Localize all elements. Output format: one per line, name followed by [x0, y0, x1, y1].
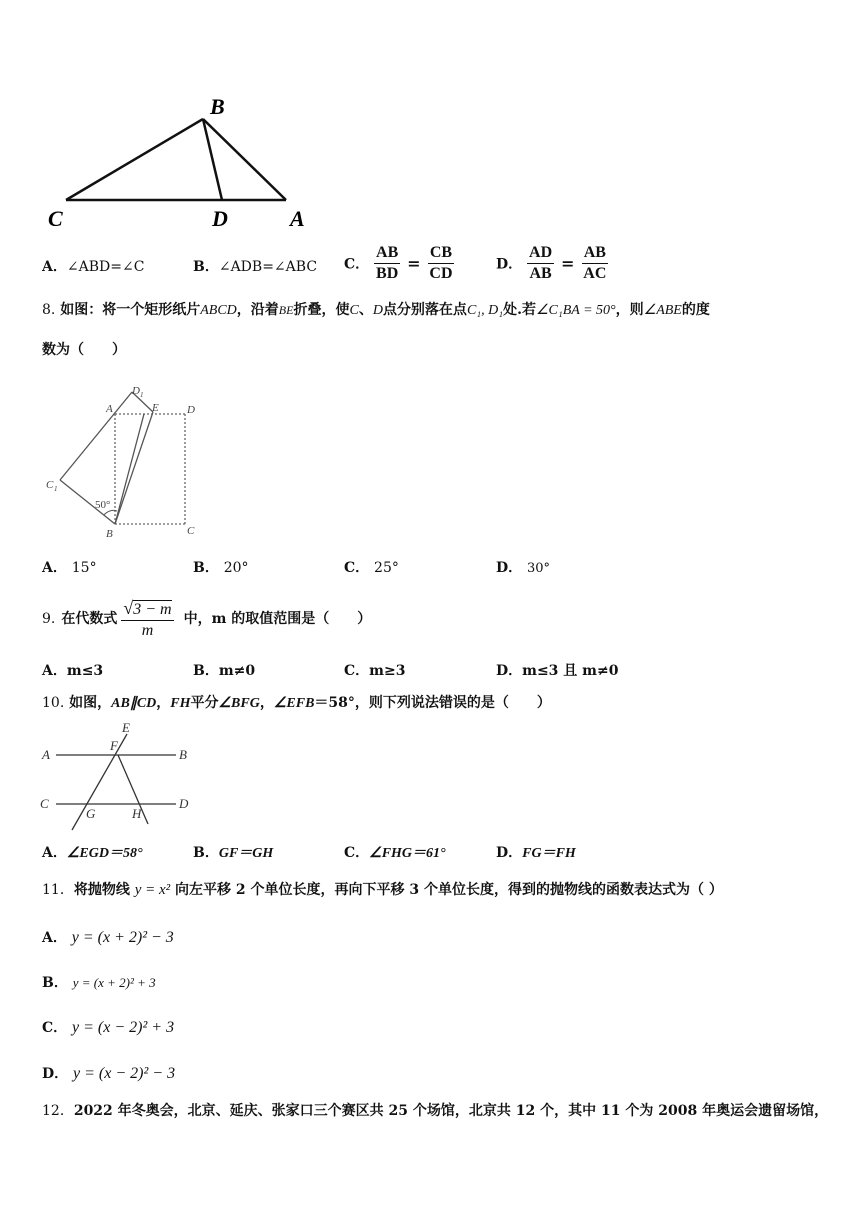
option-letter: D．: [496, 256, 523, 273]
q9-option-a: A．m≤3: [42, 663, 104, 679]
triangle-figure-q7: [40, 88, 320, 238]
q9-option-d: D．m≤3 且 m≠0: [496, 663, 619, 679]
q11-stem: 11．将抛物线 y = x² 向左平移 2 个单位长度，再向下平移 3 个单位长度，得到的抛物线的函数表达式为（ ）: [42, 882, 723, 898]
q9-option-b: B．m≠0: [193, 663, 256, 679]
q8-stem-line1: 8. 如图：将一个矩形纸片ABCD，沿着BE折叠，使C、D点分别落在点C₁, D₁处.若∠C₁BA = 50°，则∠ABE的度: [42, 302, 710, 318]
q7-option-d: [496, 243, 608, 284]
q12-stem: 12．2022 年冬奥会，北京、延庆、张家口三个赛区共 25 个场馆，北京共 12 个，其中 11 个为 2008 年奥运会遗留场馆，: [42, 1103, 829, 1119]
q8-stem-line2: 数为（ ）: [42, 342, 126, 358]
q11-option-b: B． y = (x + 2)² + 3: [42, 975, 156, 991]
fraction-ab-bd: $\frac{AB}{BD}$: [376, 244, 399, 282]
q10-option-d: D．FG＝FH: [496, 845, 576, 861]
q11-option-d: D． y = (x − 2)² − 3: [42, 1065, 176, 1082]
q7-option-a: [42, 256, 144, 276]
q8-option-a: A． 15°: [42, 560, 97, 576]
q10-stem: 10. 如图，AB∥CD，FH平分∠BFG，∠EFB＝58°，则下列说法错误的是（ ）: [42, 695, 551, 711]
option-letter: B．: [193, 259, 219, 275]
svg-text:B: B: [179, 747, 187, 762]
svg-text:D: D: [132, 385, 140, 397]
svg-text:E: E: [122, 720, 130, 735]
svg-text:F: F: [110, 738, 118, 753]
option-text: ∠ADB=∠ABC: [218, 259, 318, 275]
q10-option-b: B．GF＝GH: [193, 845, 274, 861]
parallel-lines-figure-q10: [36, 716, 206, 832]
vertex-label-b: B: [210, 94, 225, 119]
fraction-cb-cd: $\frac{CB}{CD}$: [429, 244, 453, 282]
svg-text:B: B: [106, 528, 113, 540]
svg-text:E: E: [152, 402, 159, 414]
svg-text:H: H: [132, 806, 142, 821]
folded-rectangle-figure-q8: [40, 380, 220, 542]
svg-text:A: A: [42, 747, 50, 762]
q7-option-b: [193, 256, 317, 276]
sqrt-fraction: $\frac{√3 - m}{m}$: [123, 597, 172, 639]
option-letter: A．: [42, 259, 67, 275]
q7-option-c: [344, 243, 455, 284]
svg-text:A: A: [106, 403, 113, 415]
equals-sign: =: [407, 254, 421, 273]
q10-option-a: A．∠EGD＝58°: [42, 845, 143, 861]
q8-option-b: B． 20°: [193, 560, 249, 576]
fraction-ab-ac: $\frac{AB}{AC}$: [583, 244, 607, 282]
q9-stem: 9. 在代数式 $\frac{√3 - m}{m}$ 中，m 的取值范围是（ ）: [42, 597, 372, 639]
q10-option-c: C．∠FHG＝61°: [344, 845, 446, 861]
svg-text:G: G: [86, 806, 96, 821]
svg-text:50°: 50°: [95, 499, 111, 511]
q9-option-c: C．m≥3: [344, 663, 406, 679]
svg-text:C: C: [40, 796, 49, 811]
svg-text:C: C: [187, 525, 195, 537]
svg-text:1: 1: [140, 391, 144, 399]
vertex-label-a: A: [290, 206, 305, 231]
q8-option-c: C． 25°: [344, 560, 399, 576]
svg-text:C: C: [46, 479, 54, 491]
vertex-label-c: C: [48, 206, 63, 231]
q11-option-c: C． y = (x − 2)² + 3: [42, 1019, 175, 1036]
vertex-label-d: D: [212, 206, 228, 231]
equals-sign: =: [561, 254, 575, 273]
svg-text:1: 1: [54, 485, 58, 493]
option-text: ∠ABD=∠C: [66, 259, 145, 275]
option-letter: C．: [344, 256, 370, 273]
svg-text:D: D: [179, 796, 189, 811]
q8-option-d: D． 30°: [496, 560, 551, 576]
fraction-ad-ab: $\frac{AD}{AB}$: [529, 244, 553, 282]
q11-option-a: A． y = (x + 2)² − 3: [42, 929, 174, 946]
svg-text:D: D: [187, 404, 195, 416]
